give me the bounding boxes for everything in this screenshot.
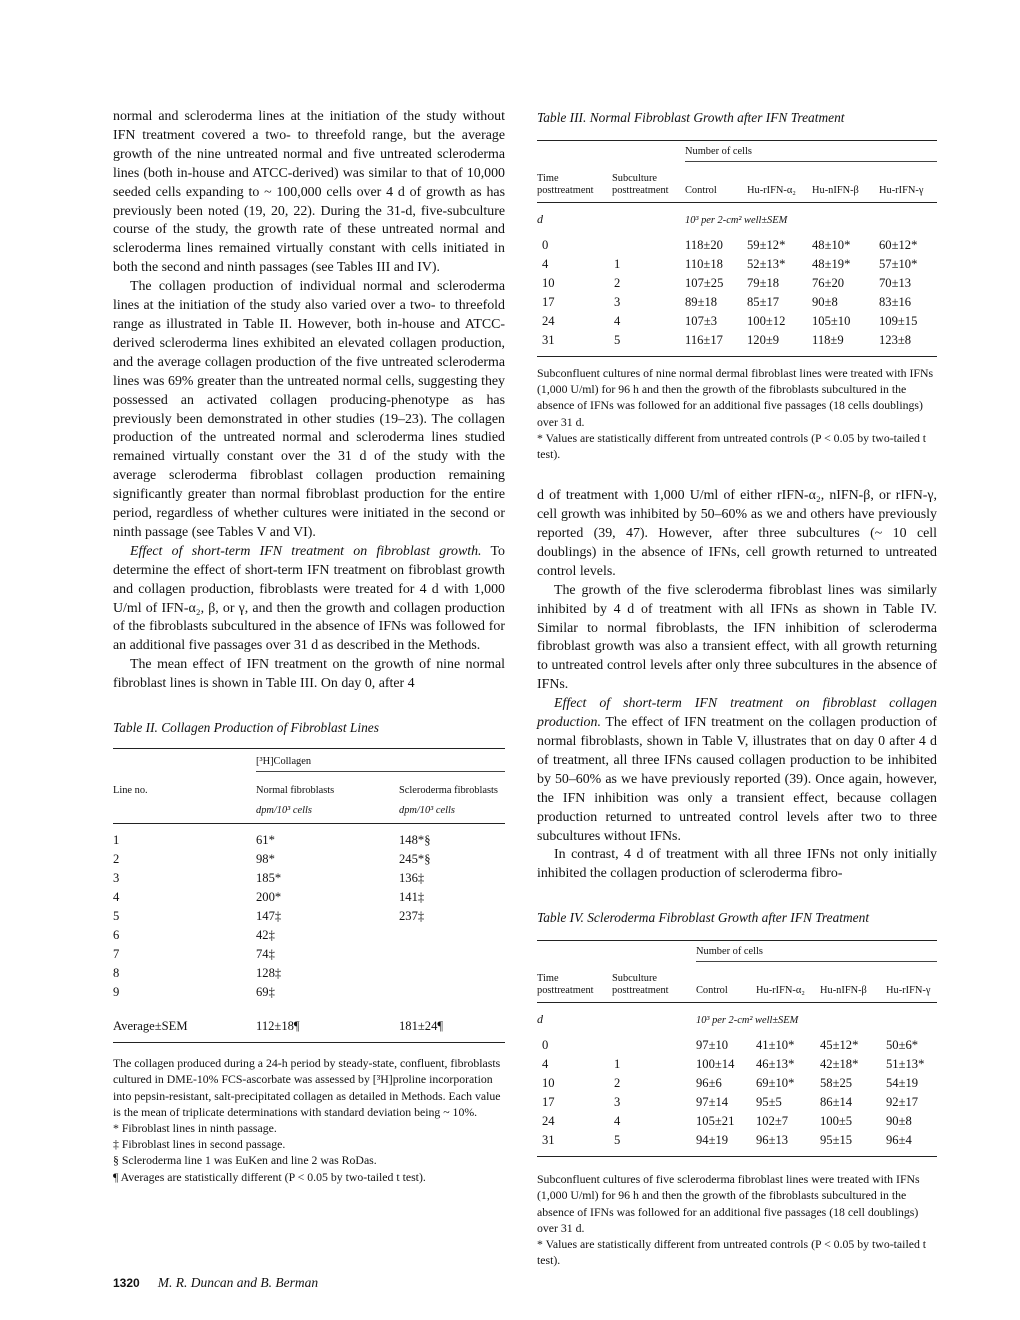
scleroderma-value-cell: 141‡ <box>399 890 425 905</box>
line-number-cell: 3 <box>113 871 120 886</box>
running-authors: M. R. Duncan and B. Berman <box>157 1275 319 1290</box>
value-cell: 92±17 <box>886 1095 919 1110</box>
subculture-cell: 4 <box>614 1114 621 1129</box>
value-cell: 42±18* <box>820 1057 859 1072</box>
table-iii-notes <box>537 356 937 462</box>
value-cell: 105±21 <box>696 1114 735 1129</box>
scleroderma-value-cell <box>399 943 505 962</box>
column-header-line: Subculture <box>612 173 658 184</box>
table-row <box>537 1129 937 1148</box>
subculture-cell: 3 <box>614 1095 621 1110</box>
section-subheading: Effect of short-term IFN treatment on fibroblast growth. <box>130 543 482 559</box>
unit-label: dpm/10³ cells <box>399 805 455 817</box>
left-column <box>113 108 505 1185</box>
table-row <box>113 848 505 867</box>
value-cell: 41±10* <box>756 1038 795 1053</box>
line-number-cell: 9 <box>113 985 120 1000</box>
scleroderma-value-cell <box>399 981 505 1000</box>
column-header: Hu-rIFN-γ <box>879 185 924 196</box>
body-paragraph: d of treatment with 1,000 U/ml of either rIFN-α₂, nIFN-β, or rIFN-γ, cell growth was inhibited by 50–60% as we and others have previously reported (39, 47). However, after three subcultures (~ 10 cell doublings) in the absence of IFNs, cell growth returned to untreated control levels. <box>537 488 937 579</box>
value-cell: 69±10* <box>756 1076 795 1091</box>
value-cell: 90±8 <box>886 1114 912 1129</box>
value-cell: 100±5 <box>820 1114 853 1129</box>
value-cell: 59±12* <box>747 238 786 252</box>
table-note: Subconfluent cultures of five scleroderma fibroblast lines were treated with IFNs (1,000 U/ml) for 96 h and then the growth of the fibroblasts subcultured in the absence of IFNs was followed for an additional five passages (18 cell doublings) over 31 d. <box>537 1172 920 1235</box>
value-cell: 48±10* <box>812 238 851 252</box>
page-footer <box>113 1275 318 1291</box>
time-cell: 24 <box>542 314 555 328</box>
average-label: Average±SEM <box>113 1019 188 1034</box>
table-row <box>537 329 937 348</box>
table-caption: Table III. Normal Fibroblast Growth after IFN Treatment <box>537 110 845 125</box>
column-header <box>537 961 612 1003</box>
column-header: Hu-rIFN-γ <box>886 985 931 997</box>
table-ii <box>113 720 505 1185</box>
value-cell: 120±9 <box>747 333 780 347</box>
value-cell: 100±14 <box>696 1057 735 1072</box>
value-cell: 48±19* <box>812 257 851 271</box>
table-row <box>537 227 937 253</box>
column-group-header: Number of cells <box>696 941 937 962</box>
subculture-cell: 4 <box>614 314 621 328</box>
table-row <box>113 905 505 924</box>
column-header <box>612 961 696 1003</box>
unit-label: dpm/10³ cells <box>256 805 312 817</box>
value-cell: 96±4 <box>886 1133 912 1148</box>
scleroderma-value-cell: 237‡ <box>399 909 425 924</box>
table-ii-notes <box>113 1055 505 1185</box>
value-cell: 118±9 <box>812 333 844 347</box>
table-row <box>113 886 505 905</box>
table-iv <box>537 910 937 1268</box>
value-cell: 107±25 <box>685 276 724 290</box>
table-note: The collagen produced during a 24-h period by steady-state, confluent, fibroblasts cultured in DME-10% FCS-ascorbate was assessed by [³H]proline incorporation into pepsin-resistant, salt-precipitated collagen as detailed in Methods. Each value is the mean of triplicate determinations with standard deviation being ~ 10%. <box>113 1056 501 1119</box>
line-number-cell: 7 <box>113 947 120 962</box>
time-cell: 10 <box>542 1076 555 1091</box>
time-cell: 10 <box>542 276 555 290</box>
value-cell: 58±25 <box>820 1076 853 1091</box>
column-header: Hu-nIFN-β <box>812 185 859 196</box>
value-cell: 79±18 <box>747 276 780 290</box>
value-cell: 123±8 <box>879 333 912 347</box>
normal-value-cell: 128‡ <box>256 966 282 981</box>
line-number-cell: 1 <box>113 833 120 848</box>
value-cell: 95±5 <box>756 1095 782 1110</box>
body-paragraph <box>537 695 937 846</box>
normal-value-cell: 147‡ <box>256 909 282 924</box>
scleroderma-value-cell <box>399 962 505 981</box>
value-cell: 105±10 <box>812 314 851 328</box>
right-body-text <box>537 487 937 884</box>
column-header-line: posttreatment <box>537 985 594 997</box>
line-number-cell: 4 <box>113 890 120 905</box>
column-header: Hu-rIFN-α₂ <box>747 185 796 196</box>
body-paragraph: The growth of the five scleroderma fibroblast lines was similarly inhibited by 4 d of treatment with all IFNs as shown in Table IV. Similar to normal fibroblasts, the IFN inhibition of scleroderma fibroblast growth was also a transient effect, with all growth returning to untreated control levels after only three subcultures in the absence of IFNs. <box>537 582 937 693</box>
value-cell: 118±20 <box>685 238 723 252</box>
column-header-line: posttreatment <box>612 185 669 196</box>
table-ii-grid <box>113 748 505 1043</box>
value-cell: 46±13* <box>756 1057 795 1072</box>
table-row <box>113 924 505 943</box>
value-cell: 54±19 <box>886 1076 919 1091</box>
body-paragraph: The collagen production of individual normal and scleroderma lines at the initiation of the study also varied over a two- to threefold range as illustrated in Table II. However, both in-house and ATCC-derived scleroderma lines exhibited an elevated collagen production, and the average collagen production of the five untreated scleroderma lines was 69% greater than the untreated normal cells, suggesting they possessed an activated collagen producing-phenotype as has previously been demonstrated in other studies (19–23). The collagen production of the untreated normal and scleroderma lines studied remained virtually constant over the 31 d of the study with the average scleroderma fibroblast collagen production remaining significantly greater than normal fibroblast production for the entire period, regardless of whether cultures were initiated in the second or ninth passage (see Tables V and VI). <box>113 279 505 540</box>
body-paragraph: The mean effect of IFN treatment on the growth of nine normal fibroblast lines is shown in Table III. On day 0, after 4 <box>113 657 505 692</box>
section-subheading: Effect of short-term IFN treatment on fibroblast collagen production. <box>537 696 937 731</box>
table-footnote: ¶ Averages are statistically different (P < 0.05 by two-tailed t test). <box>113 1169 426 1184</box>
paragraph-text: To determine the effect of short-term IFN treatment on fibroblast growth and collagen production, fibroblasts were treated for 4 d with 1,000 U/ml of IFN-α₂, β, or γ, and then the growth and collagen production of the fibroblasts subcultured in the absence of IFNs was followed for an additional five passages over 31 d as described in the Methods. <box>113 543 505 654</box>
value-cell: 89±18 <box>685 295 718 309</box>
table-footnote: § Scleroderma line 1 was EuKen and line 2 was RoDas. <box>113 1153 377 1168</box>
column-header <box>537 161 612 203</box>
body-paragraph <box>113 543 505 656</box>
table-row <box>113 824 505 849</box>
scleroderma-value-cell: 148*§ <box>399 833 431 848</box>
body-paragraph: normal and scleroderma lines at the initiation of the study without IFN treatment covered a two- to threefold range, but the average growth of the nine untreated normal and five untreated scleroderma lines (both in-house and ATCC-derived) was similar to that of 10,000 seeded cells expanding to ~ 100,000 cells over 4 d of growth as has previously been noted (19, 20, 22). During the 31-d, five-subculture course of the study, the growth rate of these untreated normal and scleroderma lines remained virtually constant with cells initiated in both the second and ninth passages (see Tables III and IV). <box>113 109 505 276</box>
table-row <box>537 291 937 310</box>
table-footnote: * Values are statistically different from untreated controls (P < 0.05 by two-tailed t test). <box>537 430 927 462</box>
table-row <box>537 272 937 291</box>
body-paragraph: In contrast, 4 d of treatment with all three IFNs not only initially inhibited the collagen production of scleroderma fibro- <box>537 847 937 882</box>
column-header: Control <box>696 985 728 997</box>
time-cell: 4 <box>542 257 549 271</box>
unit-label: 10³ per 2-cm² well±SEM <box>685 215 788 226</box>
subculture-cell <box>612 1027 696 1053</box>
subculture-cell <box>612 227 685 253</box>
average-scleroderma: 181±24¶ <box>399 1019 444 1034</box>
value-cell: 76±20 <box>812 276 845 290</box>
normal-value-cell: 61* <box>256 833 275 848</box>
value-cell: 116±17 <box>685 333 723 347</box>
value-cell: 102±7 <box>756 1114 789 1129</box>
table-iii-grid <box>537 140 937 348</box>
value-cell: 51±13* <box>886 1057 925 1072</box>
column-group-header: [³H]Collagen <box>256 749 505 772</box>
value-cell: 96±6 <box>696 1076 722 1091</box>
table-footnote: ‡ Fibroblast lines in second passage. <box>113 1137 286 1152</box>
column-header-line: Subculture <box>612 973 658 985</box>
right-column <box>537 110 937 1268</box>
value-cell: 97±10 <box>696 1038 729 1053</box>
subculture-cell: 3 <box>614 295 621 309</box>
column-header: Line no. <box>113 785 148 797</box>
value-cell: 109±15 <box>879 314 918 328</box>
column-header: Hu-rIFN-α₂ <box>756 985 805 997</box>
value-cell: 86±14 <box>820 1095 853 1110</box>
line-number-cell: 2 <box>113 852 120 867</box>
table-iv-grid <box>537 940 937 1148</box>
value-cell: 50±6* <box>886 1038 919 1053</box>
value-cell: 83±16 <box>879 295 912 309</box>
time-cell: 17 <box>542 295 555 309</box>
value-cell: 107±3 <box>685 314 718 328</box>
normal-value-cell: 74‡ <box>256 947 275 962</box>
table-row <box>537 1053 937 1072</box>
value-cell: 45±12* <box>820 1038 859 1053</box>
scleroderma-value-cell <box>399 924 505 943</box>
value-cell: 97±14 <box>696 1095 729 1110</box>
table-row <box>537 253 937 272</box>
time-cell: 0 <box>542 1038 549 1053</box>
column-header-line: posttreatment <box>537 185 594 196</box>
paragraph-text: The effect of IFN treatment on the collagen production of normal fibroblasts, shown in Table V, illustrates that on day 0 after 4 d of treatment, all three IFNs caused collagen production to be inhibited by 50–60% as we have previously reported (39). Once again, however, the IFN inhibition was only a transient effect, because collagen production returned to untreated control levels after two to three subcultures without IFNs. <box>537 715 937 844</box>
table-row <box>113 943 505 962</box>
value-cell: 90±8 <box>812 295 838 309</box>
value-cell: 57±10* <box>879 257 918 271</box>
column-header: Normal fibroblasts <box>256 785 335 797</box>
normal-value-cell: 98* <box>256 852 275 867</box>
column-header-line: Time <box>537 173 559 184</box>
line-number-cell: 8 <box>113 966 120 981</box>
column-group-header: Number of cells <box>685 141 937 162</box>
table-row <box>113 867 505 886</box>
table-footnote: * Fibroblast lines in ninth passage. <box>113 1120 277 1135</box>
time-cell: 31 <box>542 333 555 347</box>
table-footnote: * Values are statistically different from untreated controls (P < 0.05 by two-tailed t test). <box>537 1237 927 1268</box>
table-row <box>113 981 505 1000</box>
table-row <box>537 310 937 329</box>
subculture-cell: 5 <box>614 1133 621 1148</box>
subculture-cell: 2 <box>614 1076 621 1091</box>
normal-value-cell: 185* <box>256 871 282 886</box>
table-row <box>537 1027 937 1053</box>
subculture-cell: 2 <box>614 276 621 290</box>
table-caption: Table IV. Scleroderma Fibroblast Growth after IFN Treatment <box>537 910 870 926</box>
table-iv-notes <box>537 1156 937 1268</box>
line-number-cell: 6 <box>113 928 120 943</box>
time-cell: 0 <box>542 238 549 252</box>
column-header: Hu-nIFN-β <box>820 985 867 997</box>
value-cell: 94±19 <box>696 1133 729 1148</box>
table-row <box>113 962 505 981</box>
value-cell: 96±13 <box>756 1133 789 1148</box>
table-caption: Table II. Collagen Production of Fibroblast Lines <box>113 720 379 736</box>
time-cell: 17 <box>542 1095 555 1110</box>
time-cell: 4 <box>542 1057 549 1072</box>
table-note: Subconfluent cultures of nine normal dermal fibroblast lines were treated with IFNs (1,000 U/ml) for 96 h and then the growth of the fibroblasts subcultured in the absence of IFNs was followed for an additional five passages (18 cells doublings) over 31 d. <box>537 366 934 429</box>
unit-label: d <box>537 1012 543 1027</box>
table-iii <box>537 110 937 462</box>
subculture-cell: 1 <box>614 1057 621 1072</box>
subculture-cell: 5 <box>614 333 621 347</box>
scleroderma-value-cell: 245*§ <box>399 852 431 867</box>
table-row <box>537 1072 937 1091</box>
value-cell: 85±17 <box>747 295 780 309</box>
value-cell: 70±13 <box>879 276 912 290</box>
column-header-line: posttreatment <box>612 985 669 997</box>
normal-value-cell: 42‡ <box>256 928 275 943</box>
value-cell: 60±12* <box>879 238 918 252</box>
column-header-line: Time <box>537 973 559 985</box>
value-cell: 95±15 <box>820 1133 853 1148</box>
value-cell: 110±18 <box>685 257 723 271</box>
value-cell: 100±12 <box>747 314 786 328</box>
table-row <box>537 1110 937 1129</box>
column-header <box>612 161 685 203</box>
average-normal: 112±18¶ <box>256 1019 300 1034</box>
unit-label: d <box>537 212 543 226</box>
page-number: 1320 <box>113 1276 140 1290</box>
value-cell: 52±13* <box>747 257 786 271</box>
column-header: Control <box>685 185 717 196</box>
subculture-cell: 1 <box>614 257 621 271</box>
column-header: Scleroderma fibroblasts <box>399 785 498 797</box>
normal-value-cell: 200* <box>256 890 282 905</box>
scleroderma-value-cell: 136‡ <box>399 871 425 886</box>
time-cell: 24 <box>542 1114 555 1129</box>
unit-label: 10³ per 2-cm² well±SEM <box>696 1015 799 1027</box>
time-cell: 31 <box>542 1133 555 1148</box>
normal-value-cell: 69‡ <box>256 985 275 1000</box>
table-row <box>537 1091 937 1110</box>
line-number-cell: 5 <box>113 909 120 924</box>
